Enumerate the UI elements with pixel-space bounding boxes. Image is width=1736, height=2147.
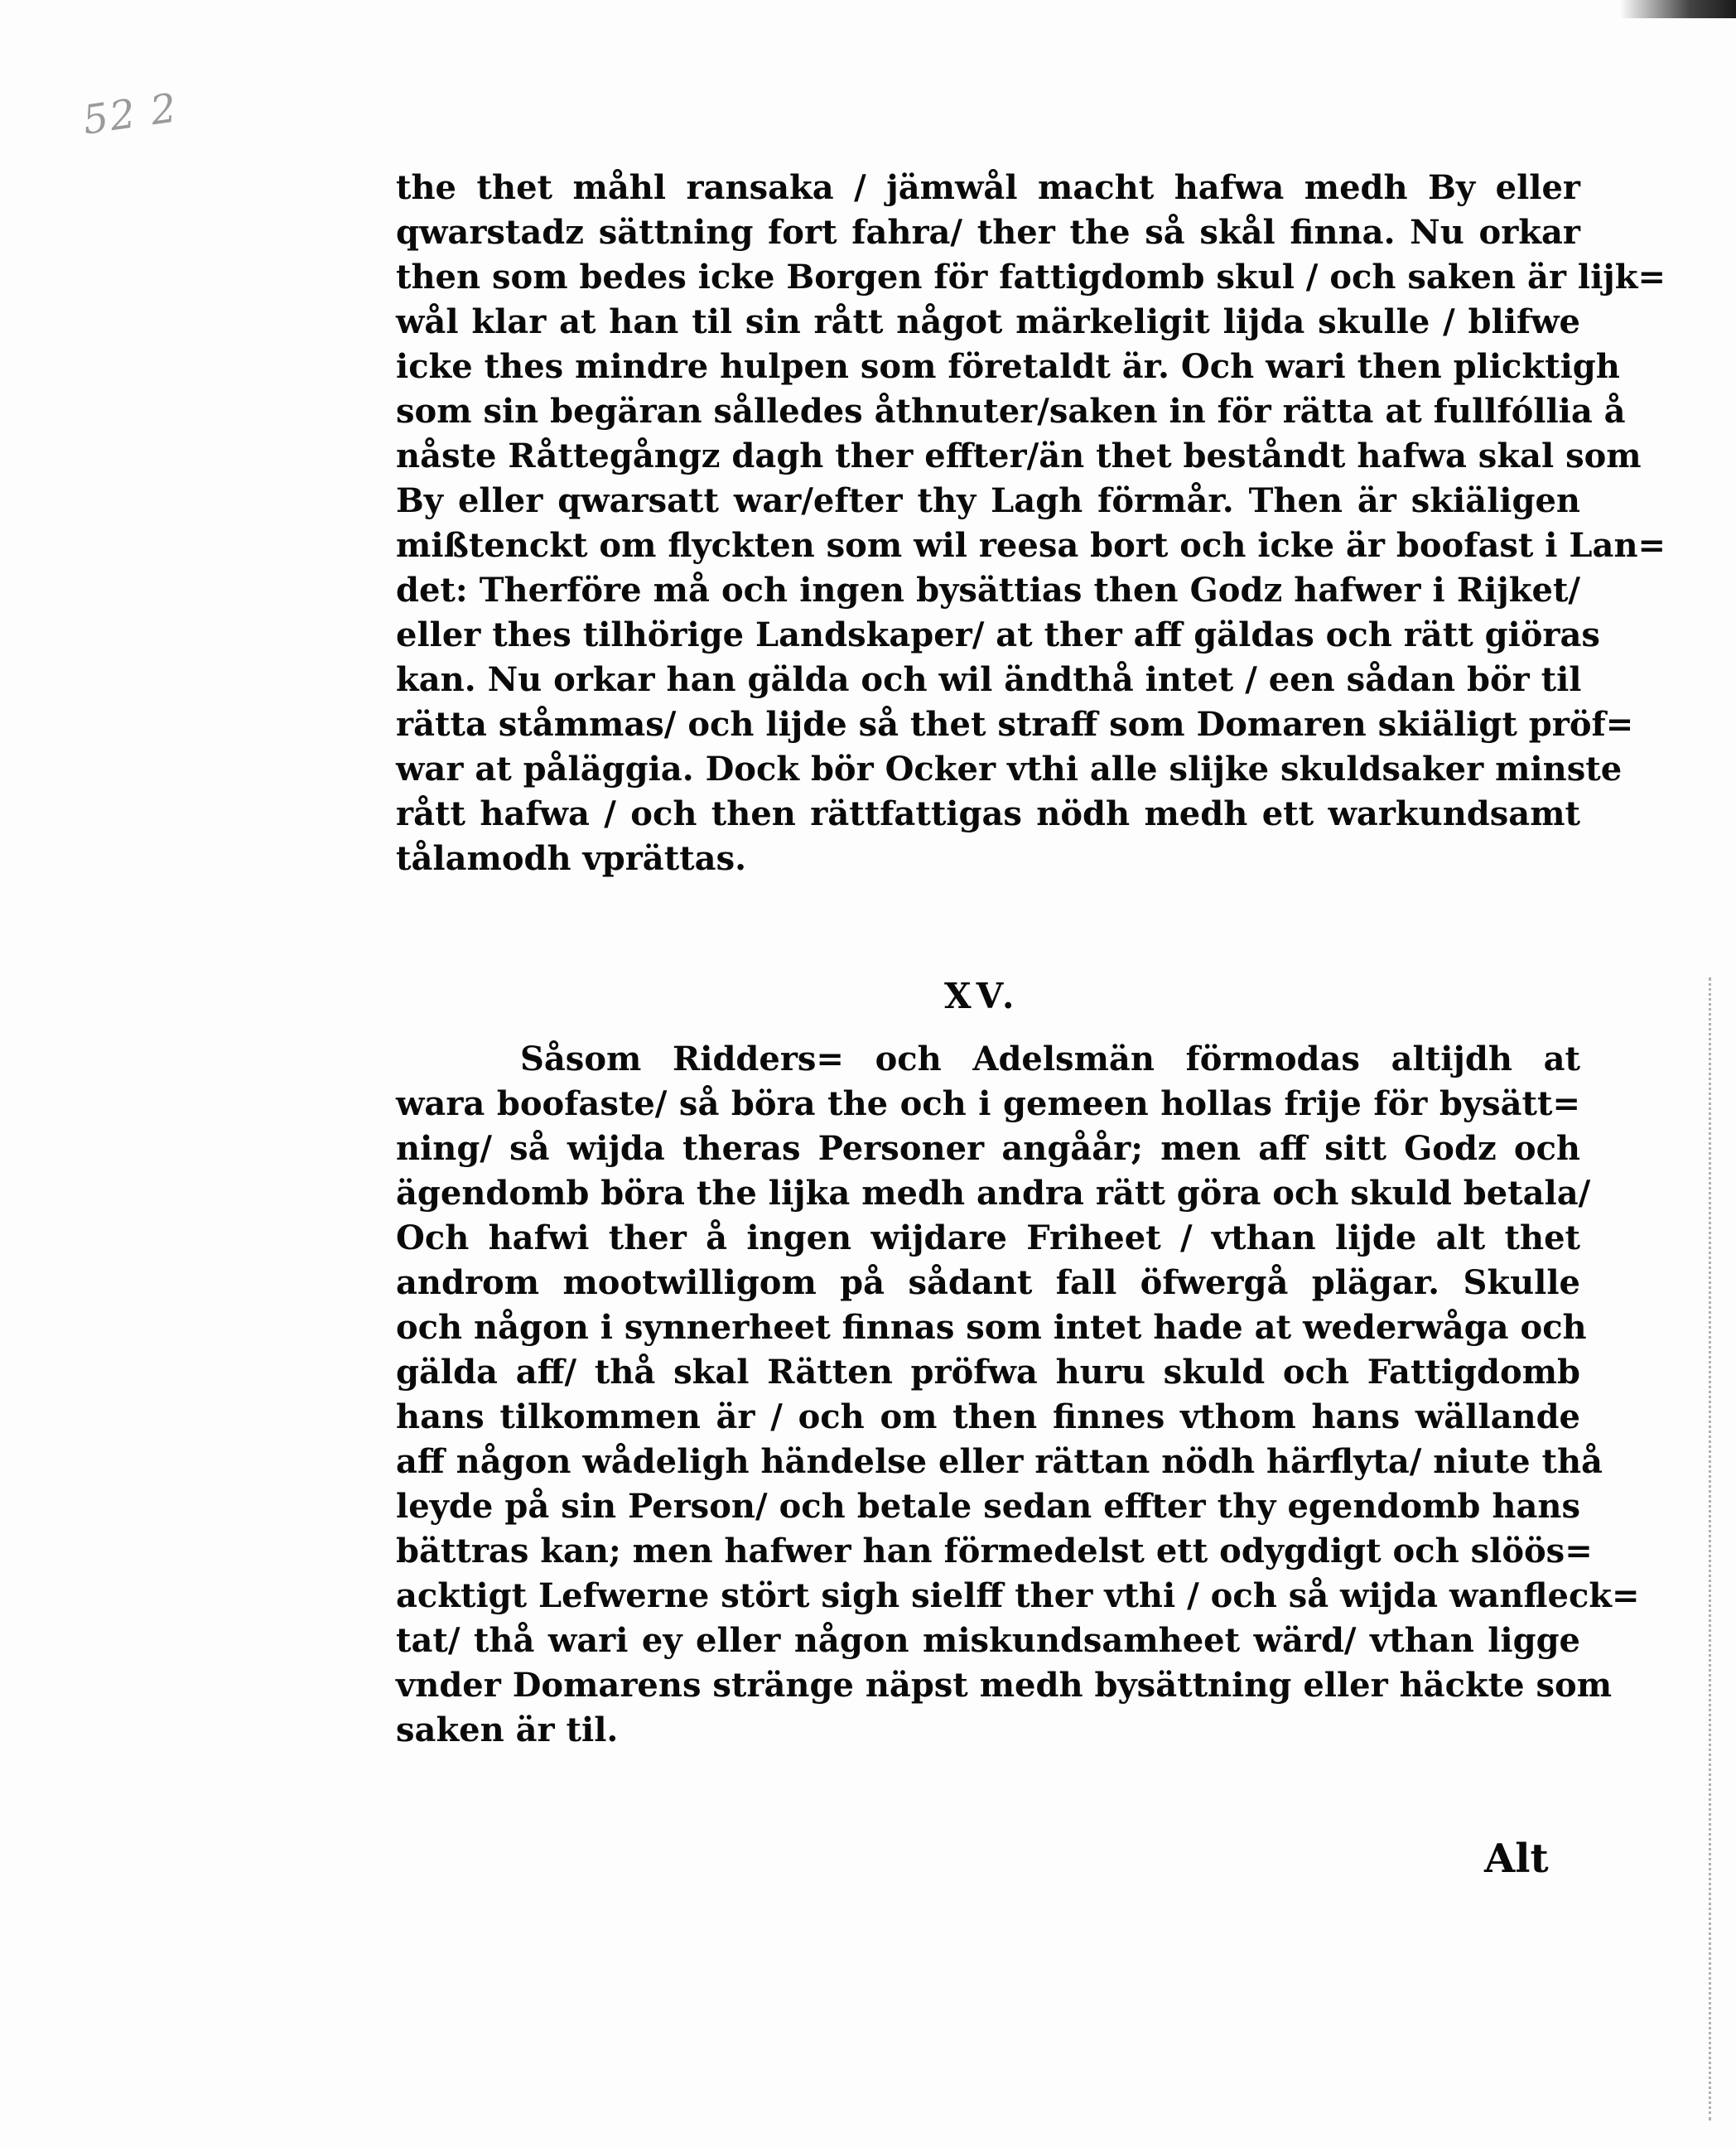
handwritten-marginalia: 52 2 [80, 84, 181, 144]
catchword: Alt [1484, 1836, 1549, 1882]
text-line: eller thes tilhörige Landskaper/ at ther aff gäldas och rätt giöras [396, 615, 1600, 654]
text-line: war at påläggia. Dock bör Ocker vthi alle slijke skuldsaker minste [396, 750, 1623, 789]
text-line: bättras kan; men hafwer han förmedelst ett odygdigt och slöös= [396, 1532, 1593, 1570]
text-line: qwarstadz sättning fort fahra/ ther the så skål finna. Nu orkar [396, 213, 1580, 252]
text-line: kan. Nu orkar han gälda och wil ändthå intet / een sådan bör til [396, 660, 1582, 699]
paragraph-2 [396, 1037, 1640, 1753]
text-line: rätta ståmmas/ och lijde så thet straff som Domaren skiäligt pröf= [396, 705, 1634, 744]
text-line: Och hafwi ther å ingen wijdare Friheet / vthan lijde alt thet [396, 1218, 1580, 1257]
text-line: det: Therföre må och ingen bysättias then Godz hafwer i Rijket/ [396, 571, 1580, 610]
section-heading: XV. [944, 976, 1020, 1016]
text-line: the thet måhl ransaka / jämwål macht hafwa medh By eller [396, 168, 1580, 207]
paragraph-1 [396, 166, 1666, 881]
text-line: ägendomb böra the lijka medh andra rätt göra och skuld betala/ [396, 1174, 1591, 1213]
text-line: ning/ så wijda theras Personer angåår; men aff sitt Godz och [396, 1129, 1580, 1168]
text-line: androm mootwilligom på sådant fall öfwergå plägar. Skulle [396, 1263, 1580, 1302]
text-line: saken är til. [396, 1710, 619, 1749]
text-line: och någon i synnerheet finnas som intet hade at wederwåga och [396, 1308, 1587, 1347]
text-line: acktigt Lefwerne stört sigh sielff ther vthi / och så wijda wanfleck= [396, 1576, 1640, 1615]
text-line: mißtenckt om flyckten som wil reesa bort och icke är boofast i Lan= [396, 526, 1666, 565]
text-line: vnder Domarens stränge näpst medh bysättning eller häckte som [396, 1666, 1613, 1705]
scan-edge-shadow [1620, 0, 1736, 18]
text-line: nåste Råttegångz dagh ther effter/än thet beståndt hafwa skal som [396, 437, 1642, 475]
text-line: hans tilkommen är / och om then finnes vthom hans wällande [396, 1397, 1580, 1436]
text-line: aff någon wådeligh händelse eller rättan nödh härflyta/ niute thå [396, 1442, 1603, 1481]
text-line: tålamodh vprättas. [396, 839, 747, 878]
text-line: wål klar at han til sin rått något märkeligit lijda skulle / blifwe [396, 302, 1580, 341]
text-line: leyde på sin Person/ och betale sedan effter thy egendomb hans [396, 1487, 1580, 1526]
text-line: rått hafwa / och then rättfattigas nödh medh ett warkundsamt [396, 794, 1580, 833]
text-line: wara boofaste/ så böra the och i gemeen hollas frije för bysätt= [396, 1084, 1580, 1123]
text-line: icke thes mindre hulpen som företaldt är. Och wari then plicktigh [396, 347, 1620, 386]
text-line: tat/ thå wari ey eller någon miskundsamheet wärd/ vthan ligge [396, 1621, 1580, 1660]
scan-edge-margin [1709, 977, 1736, 2120]
text-line: then som bedes icke Borgen för fattigdomb skul / och saken är lijk= [396, 258, 1666, 297]
text-line: By eller qwarsatt war/efter thy Lagh förmår. Then är skiäligen [396, 481, 1580, 520]
text-line: Såsom Ridders= och Adelsmän förmodas altijdh at [520, 1040, 1580, 1078]
text-line: som sin begäran sålledes åthnuter/saken in för rätta at fullfóllia å [396, 392, 1626, 431]
text-line: gälda aff/ thå skal Rätten pröfwa huru skuld och Fattigdomb [396, 1353, 1580, 1392]
